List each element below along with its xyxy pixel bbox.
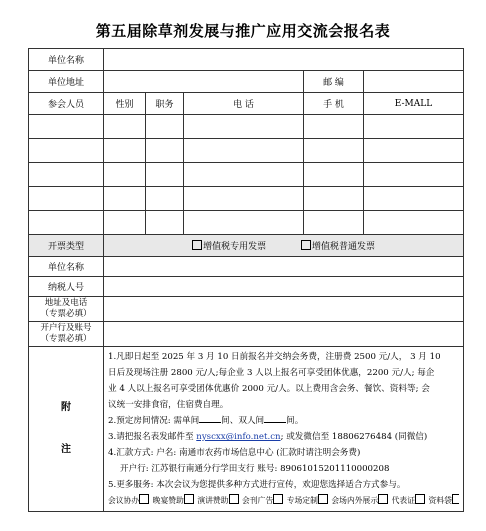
cell[interactable] <box>184 139 304 163</box>
option-label: 会议协办 <box>108 496 140 505</box>
cell[interactable] <box>29 163 104 187</box>
addr-phone-note: （专票必填） <box>40 309 92 319</box>
cell[interactable] <box>184 187 304 211</box>
cell[interactable] <box>29 187 104 211</box>
cell[interactable] <box>184 115 304 139</box>
invoice-normal-option[interactable] <box>301 242 375 252</box>
inv-org-name-label: 单位名称 <box>29 257 104 277</box>
checkbox-icon[interactable] <box>318 494 328 504</box>
taxpayer-id-label: 纳税人号 <box>29 277 104 297</box>
taxpayer-id-input[interactable] <box>104 277 464 297</box>
bank-account-label <box>29 322 104 347</box>
addr-phone-text: 地址及电话 <box>44 298 88 308</box>
option-2[interactable] <box>197 496 239 505</box>
note-2-mid: 间、双人间 <box>221 416 265 426</box>
invoice-special-option[interactable] <box>192 242 266 252</box>
bank-account-input[interactable] <box>104 322 464 347</box>
option-7[interactable] <box>429 496 460 505</box>
cell[interactable] <box>184 211 304 235</box>
note-1b: 日后及现场注册 2800 元/人;每企业 3 人以上报名可享受团体优惠，2200 元/人; 每企 <box>108 368 435 378</box>
option-1[interactable] <box>153 496 195 505</box>
cell[interactable] <box>304 115 364 139</box>
cell[interactable] <box>364 163 464 187</box>
attendee-row[interactable] <box>29 163 464 187</box>
option-label: 会刊广告 <box>242 496 274 505</box>
notes-side-char-2: 注 <box>61 444 71 455</box>
note-2 <box>108 413 459 429</box>
option-label: 资料袋 <box>428 496 452 505</box>
notes-side-char-1: 附 <box>61 402 71 413</box>
cell[interactable] <box>184 163 304 187</box>
note-1d: 议统一安排食宿，住宿费自理。 <box>108 400 229 410</box>
attendee-row[interactable] <box>29 115 464 139</box>
phone-header: 电 话 <box>184 93 304 115</box>
bank-account-note: （专票必填） <box>40 334 92 344</box>
option-4[interactable] <box>287 496 329 505</box>
checkbox-icon[interactable] <box>273 494 283 504</box>
addr-phone-label <box>29 297 104 322</box>
attendee-row[interactable] <box>29 139 464 163</box>
cell[interactable] <box>304 139 364 163</box>
position-header: 职务 <box>146 93 184 115</box>
invoice-special-label: 增值税专用发票 <box>203 242 267 252</box>
email-link[interactable]: nyscxx@info.net.cn <box>196 432 281 442</box>
cell[interactable] <box>146 211 184 235</box>
note-5: 5.更多服务: 本次会议为您提供多种方式进行宣传，欢迎您选择适合方式参与。 <box>108 480 406 490</box>
checkbox-icon[interactable] <box>415 494 425 504</box>
org-address-label: 单位地址 <box>29 71 104 93</box>
cell[interactable] <box>29 211 104 235</box>
note-3-pre: 3.请把报名表发邮件至 <box>108 432 197 442</box>
org-address-input[interactable] <box>104 71 304 93</box>
org-name-input[interactable] <box>104 49 464 71</box>
note-4a: 4.汇款方式: 户名: 南通市农药市场信息中心 (汇款时请注明会务费) <box>108 448 361 458</box>
checkbox-icon[interactable] <box>192 240 202 250</box>
option-5[interactable] <box>331 496 389 505</box>
cell[interactable] <box>29 139 104 163</box>
cell[interactable] <box>104 187 146 211</box>
gender-header: 性别 <box>104 93 146 115</box>
cell[interactable] <box>364 139 464 163</box>
org-name-label: 单位名称 <box>29 49 104 71</box>
inv-org-name-input[interactable] <box>104 257 464 277</box>
checkbox-icon[interactable] <box>184 494 194 504</box>
cell[interactable] <box>29 115 104 139</box>
cell[interactable] <box>364 115 464 139</box>
cell[interactable] <box>104 211 146 235</box>
cell[interactable] <box>146 163 184 187</box>
invoice-normal-label: 增值税普通发票 <box>311 242 375 252</box>
attendee-header: 参会人员 <box>29 93 104 115</box>
postcode-label: 邮 编 <box>304 71 364 93</box>
double-room-blank[interactable] <box>264 413 286 423</box>
checkbox-icon[interactable] <box>452 494 459 504</box>
cell[interactable] <box>146 115 184 139</box>
option-label: 专场定制 <box>286 496 318 505</box>
checkbox-icon[interactable] <box>139 494 149 504</box>
notes-content <box>104 347 464 512</box>
notes-side-label <box>29 347 104 512</box>
attendee-row[interactable] <box>29 187 464 211</box>
checkbox-icon[interactable] <box>229 494 239 504</box>
cell[interactable] <box>104 115 146 139</box>
email-header: E-MALL <box>364 93 464 115</box>
postcode-input[interactable] <box>364 71 464 93</box>
note-1c: 业 4 人以上报名可享受团体优惠价 2000 元/人。以上费用含会务、餐饮、资料等; 会 <box>108 384 430 394</box>
option-label: 会场内外展示 <box>331 496 379 505</box>
option-label: 代表证 <box>391 496 416 505</box>
cell[interactable] <box>146 187 184 211</box>
mobile-header: 手 机 <box>304 93 364 115</box>
invoice-type-label: 开票类型 <box>29 235 104 257</box>
form-title: 第五届除草剂发展与推广应用交流会报名表 <box>95 22 391 40</box>
cell[interactable] <box>364 187 464 211</box>
option-6[interactable] <box>392 496 426 505</box>
option-3[interactable] <box>242 496 284 505</box>
note-1a: 1.凡即日起至 2025 年 3 月 10 日前报名并交纳会务费，注册费 2500 元/人， 3 月 10 <box>108 352 441 362</box>
checkbox-icon[interactable] <box>301 240 311 250</box>
registration-table <box>28 48 464 512</box>
note-3-post: ; 或发微信至 18806276484 (同微信) <box>280 432 428 442</box>
invoice-type-options <box>104 235 464 257</box>
option-label: 演讲赞助 <box>197 496 229 505</box>
cell[interactable] <box>104 163 146 187</box>
note-2-post: 间。 <box>286 416 304 426</box>
service-options <box>108 493 459 509</box>
addr-phone-input[interactable] <box>104 297 464 322</box>
note-2-pre: 2.预定房间情况: 需单间 <box>108 416 200 426</box>
cell[interactable] <box>304 187 364 211</box>
note-3 <box>108 429 459 445</box>
attendee-row[interactable] <box>29 211 464 235</box>
cell[interactable] <box>364 211 464 235</box>
cell[interactable] <box>146 139 184 163</box>
option-0[interactable] <box>108 496 150 505</box>
checkbox-icon[interactable] <box>378 494 388 504</box>
cell[interactable] <box>304 211 364 235</box>
bank-account-text: 开户行及账号 <box>40 323 92 333</box>
cell[interactable] <box>304 163 364 187</box>
note-4b: 开户行: 江苏银行南通分行学田支行 账号: 89061015201110000208 <box>120 464 390 474</box>
cell[interactable] <box>104 139 146 163</box>
option-label: 晚宴赞助 <box>152 496 184 505</box>
single-room-blank[interactable] <box>199 413 221 423</box>
